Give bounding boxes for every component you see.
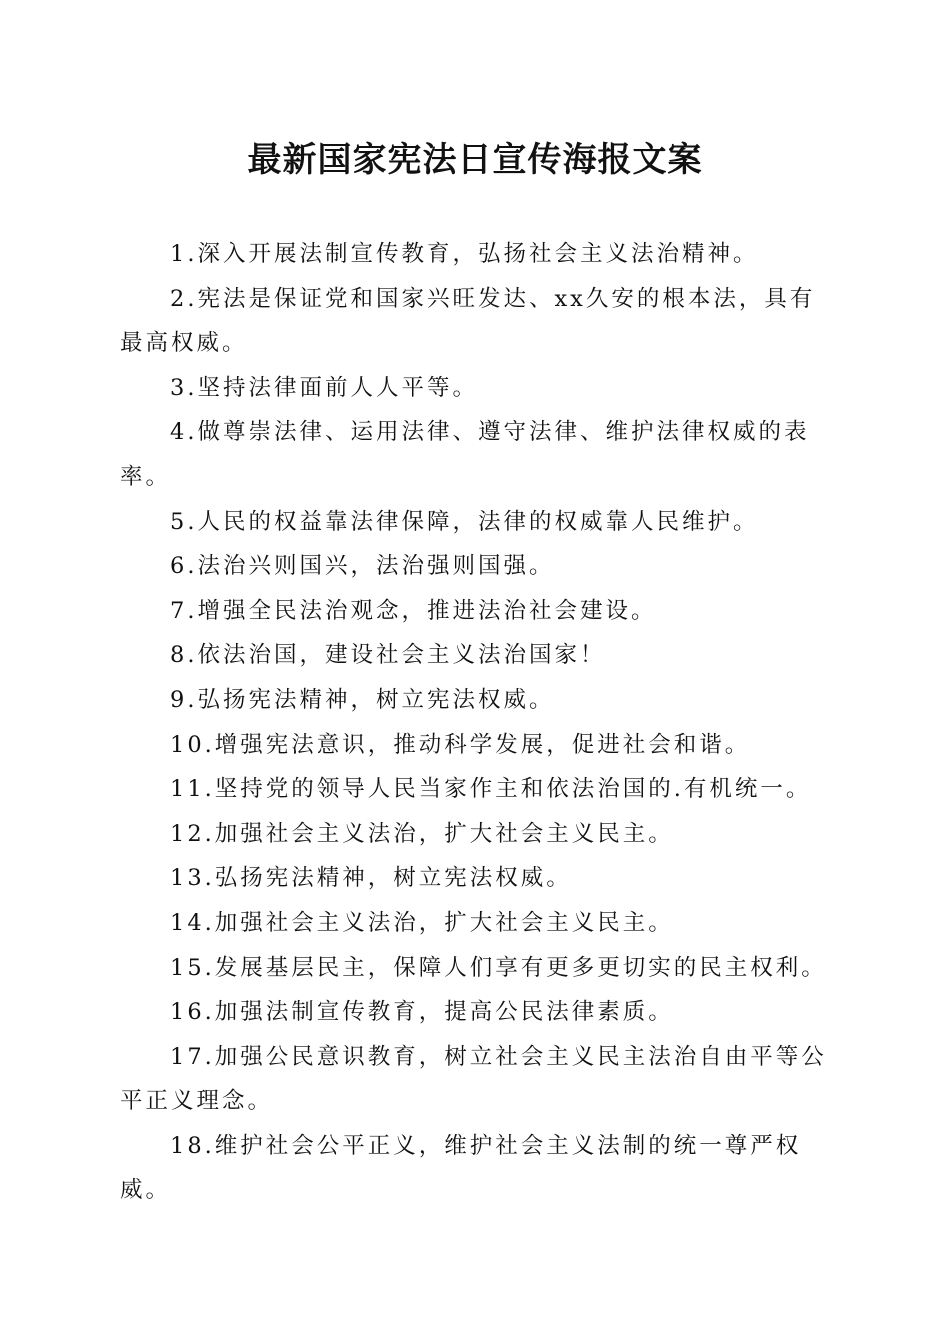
list-item: 15.发展基层民主，保障人们享有更多更切实的民主权利。 (170, 954, 827, 981)
list-item: 8.依法治国，建设社会主义法治国家！ (170, 642, 606, 669)
list-item: 6.法治兴则国兴，法治强则国强。 (170, 553, 555, 580)
list-item: 4.做尊崇法律、运用法律、遵守法律、维护法律权威的表率。 (120, 419, 810, 490)
list-item: 2.宪法是保证党和国家兴旺发达、xx久安的根本法，具有最高权威。 (120, 285, 816, 357)
list-item: 12.加强社会主义法治，扩大社会主义民主。 (170, 820, 674, 847)
list-item: 17.加强公民意识教育，树立社会主义民主法治自由平等公平正义理念。 (120, 1043, 827, 1115)
list-item: 1.深入开展法制宣传教育，弘扬社会主义法治精神。 (170, 241, 759, 267)
list-item: 18.维护社会公平正义，维护社会主义法制的统一尊严权威。 (120, 1132, 802, 1204)
slogan-list (120, 232, 835, 1213)
list-item: 3.坚持法律面前人人平等。 (170, 374, 478, 401)
list-item: 10.增强宪法意识，推动科学发展，促进社会和谐。 (170, 731, 751, 758)
list-item: 13.弘扬宪法精神，树立宪法权威。 (170, 865, 572, 892)
list-item: 16.加强法制宣传教育，提高公民法律素质。 (170, 999, 674, 1026)
list-item: 9.弘扬宪法精神，树立宪法权威。 (170, 686, 555, 713)
list-item: 7.增强全民法治观念，推进法治社会建设。 (170, 597, 657, 624)
list-item: 14.加强社会主义法治，扩大社会主义民主。 (170, 909, 674, 936)
list-item: 11.坚持党的领导人民当家作主和依法治国的.有机统一。 (170, 776, 812, 803)
list-item: 5.人民的权益靠法律保障，法律的权威靠人民维护。 (170, 508, 759, 535)
page-title: 最新国家宪法日宣传海报文案 (247, 140, 703, 180)
